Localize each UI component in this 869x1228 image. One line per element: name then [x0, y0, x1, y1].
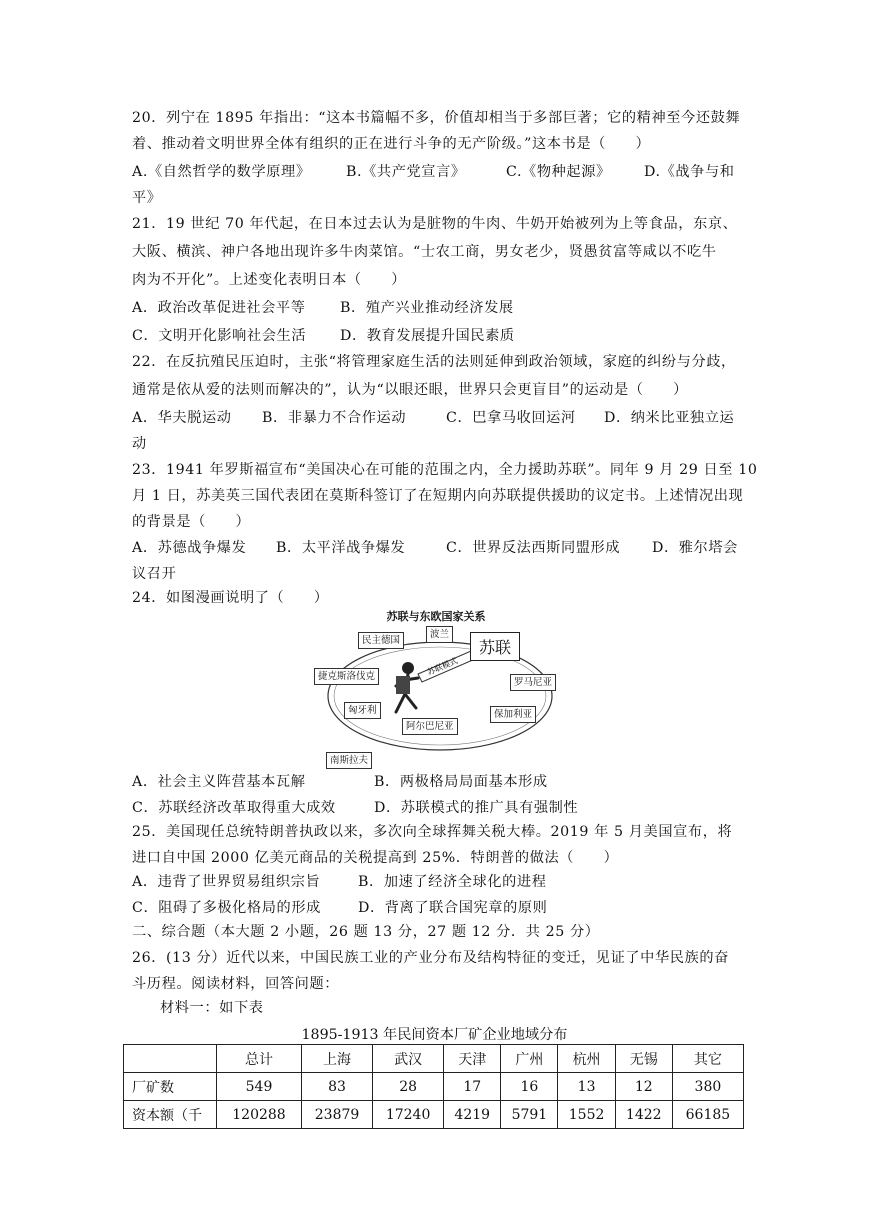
- table-cell: 13: [558, 1073, 615, 1101]
- table-cell: 1552: [558, 1101, 615, 1129]
- country-czechoslovakia: 捷克斯洛伐克: [314, 668, 379, 685]
- table-header-cell: [124, 1045, 217, 1073]
- q21-option-b: B．殖产兴业推动经济发展: [340, 300, 514, 316]
- table-row-header: 厂矿数: [124, 1073, 217, 1101]
- table-cell: 28: [373, 1073, 444, 1101]
- section-2-heading: 二、综合题（本大题 2 小题，26 题 13 分，27 题 12 分．共 25 分）: [132, 924, 600, 940]
- table-header-row: [124, 1045, 744, 1073]
- q25-option-d: D．背离了联合国宪章的原则: [358, 900, 548, 916]
- q21-option-a: A．政治改革促进社会平等: [132, 300, 306, 316]
- table-caption: 1895-1913 年民间资本厂矿企业地域分布: [301, 1027, 568, 1043]
- table-cell: 17240: [373, 1101, 444, 1129]
- q26-material-label: 材料一：如下表: [160, 1000, 264, 1016]
- q23-line-3: 的背景是（ ）: [132, 514, 251, 530]
- cartoon-arrow-label: 苏联模式: [425, 656, 459, 677]
- q24-option-b: B．两极格局局面基本形成: [374, 774, 548, 790]
- table-cell: 66185: [672, 1101, 743, 1129]
- table-cell: 4219: [444, 1101, 501, 1129]
- table-cell: 380: [672, 1073, 743, 1101]
- table-header-cell: 武汉: [373, 1045, 444, 1073]
- q26-line-2: 斗历程。阅读材料，回答问题：: [132, 976, 340, 992]
- q22-option-b: B．非暴力不合作运动: [262, 410, 407, 426]
- q23-option-a: A．苏德战争爆发: [132, 540, 247, 556]
- q21-option-d: D．教育发展提升国民素质: [340, 328, 515, 344]
- q21-line-2: 大阪、横滨、神户各地出现许多牛肉菜馆。“士农工商，男女老少，贤愚贫富等咸以不吃牛: [132, 244, 717, 260]
- country-romania: 罗马尼亚: [510, 674, 556, 691]
- table-cell: 1422: [615, 1101, 672, 1129]
- q22-option-d: D．纳米比亚独立运: [604, 410, 735, 426]
- table-header-cell: 无锡: [615, 1045, 672, 1073]
- country-albania: 阿尔巴尼亚: [402, 718, 458, 735]
- q22-line-2: 通常是依从爱的法则而解决的”，认为“以眼还眼，世界只会更盲目”的运动是（ ）: [132, 382, 688, 398]
- q23-line-2: 月 1 日，苏美英三国代表团在莫斯科签订了在短期内向苏联提供援助的议定书。上述情况出现: [132, 488, 744, 504]
- table-cell: 5791: [501, 1101, 558, 1129]
- q25-option-c: C．阻碍了多极化格局的形成: [132, 900, 321, 916]
- q20-line-1: 20．列宁在 1895 年指出：“这本书篇幅不多，价值却相当于多部巨著；它的精神至今还鼓舞: [132, 110, 741, 126]
- q26-line-1: 26．(13 分）近代以来，中国民族工业的产业分布及结构特征的变迁，见证了中华民族的奋: [132, 950, 729, 966]
- q20-option-c: C.《物种起源》: [506, 164, 611, 180]
- table-row: [124, 1101, 744, 1129]
- q24-option-a: A．社会主义阵营基本瓦解: [132, 774, 306, 790]
- q20-option-a: A.《自然哲学的数学原理》: [132, 164, 311, 180]
- table-cell: 120288: [217, 1101, 302, 1129]
- runner-figure-icon: [396, 662, 418, 712]
- table-header-cell: 天津: [444, 1045, 501, 1073]
- q22-option-a: A．华夫脱运动: [132, 410, 232, 426]
- q23-option-d: D．雅尔塔会: [652, 540, 738, 556]
- q22-line-1: 22．在反抗殖民压迫时，主张“将管理家庭生活的法则延伸到政治领域，家庭的纠纷与分歧，: [132, 354, 736, 370]
- q22-option-c: C．巴拿马收回运河: [446, 410, 576, 426]
- q25-line-1: 25．美国现任总统特朗普执政以来，多次向全球挥舞关税大棒。2019 年 5 月美国宣布，将: [132, 824, 733, 840]
- table-header-cell: 其它: [672, 1045, 743, 1073]
- cartoon-title: 苏联与东欧国家关系: [386, 610, 486, 623]
- q23-option-b: B．太平洋战争爆发: [276, 540, 406, 556]
- q22-option-d-wrap: 动: [132, 436, 147, 452]
- country-east-germany: 民主德国: [358, 632, 404, 649]
- q25-option-b: B．加速了经济全球化的进程: [358, 874, 547, 890]
- q20-option-b: B.《共产党宣言》: [346, 164, 466, 180]
- q23-line-1: 23．1941 年罗斯福宣布“美国决心在可能的范围之内，全力援助苏联”。同年 9 月 29 日至 10: [132, 462, 758, 478]
- table-header-cell: 杭州: [558, 1045, 615, 1073]
- q21-line-1: 21．19 世纪 70 年代起，在日本过去认为是脏物的牛肉、牛奶开始被列为上等食品，东京、: [132, 216, 738, 232]
- table-header-cell: 广州: [501, 1045, 558, 1073]
- q20-option-d-wrap: 平》: [132, 190, 162, 206]
- q23-option-d-wrap: 议召开: [132, 566, 177, 582]
- q21-option-c: C．文明开化影响社会生活: [132, 328, 307, 344]
- table-cell: 549: [217, 1073, 302, 1101]
- table-cell: 23879: [301, 1101, 372, 1129]
- country-yugoslavia: 南斯拉夫: [326, 752, 372, 769]
- table-cell: 17: [444, 1073, 501, 1101]
- table-header-cell: 总计: [217, 1045, 302, 1073]
- soviet-eastern-europe-cartoon: [310, 608, 562, 770]
- q25-line-2: 进口自中国 2000 亿美元商品的关税提高到 25%．特朗普的做法（ ）: [132, 850, 619, 866]
- table-row: [124, 1073, 744, 1101]
- q24-option-c: C．苏联经济改革取得重大成效: [132, 800, 336, 816]
- country-ussr: 苏联: [470, 632, 520, 661]
- q24-line-1: 24．如图漫画说明了（ ）: [132, 590, 329, 606]
- q25-option-a: A．违背了世界贸易组织宗旨: [132, 874, 321, 890]
- q20-option-d: D.《战争与和: [644, 164, 735, 180]
- table-header-cell: 上海: [301, 1045, 372, 1073]
- country-bulgaria: 保加利亚: [490, 706, 536, 723]
- table-cell: 16: [501, 1073, 558, 1101]
- enterprise-distribution-table: [123, 1044, 744, 1129]
- q20-line-2: 着、推动着文明世界全体有组织的正在进行斗争的无产阶级。”这本书是（ ）: [132, 136, 651, 152]
- table-cell: 12: [615, 1073, 672, 1101]
- q24-option-d: D．苏联模式的推广具有强制性: [374, 800, 579, 816]
- country-poland: 波兰: [426, 626, 453, 643]
- table-cell: 83: [301, 1073, 372, 1101]
- q21-line-3: 肉为不开化”。上述变化表明日本（ ）: [132, 272, 407, 288]
- country-hungary: 匈牙利: [344, 702, 381, 719]
- q23-option-c: C．世界反法西斯同盟形成: [446, 540, 621, 556]
- table-row-header: 资本额（千: [124, 1101, 217, 1129]
